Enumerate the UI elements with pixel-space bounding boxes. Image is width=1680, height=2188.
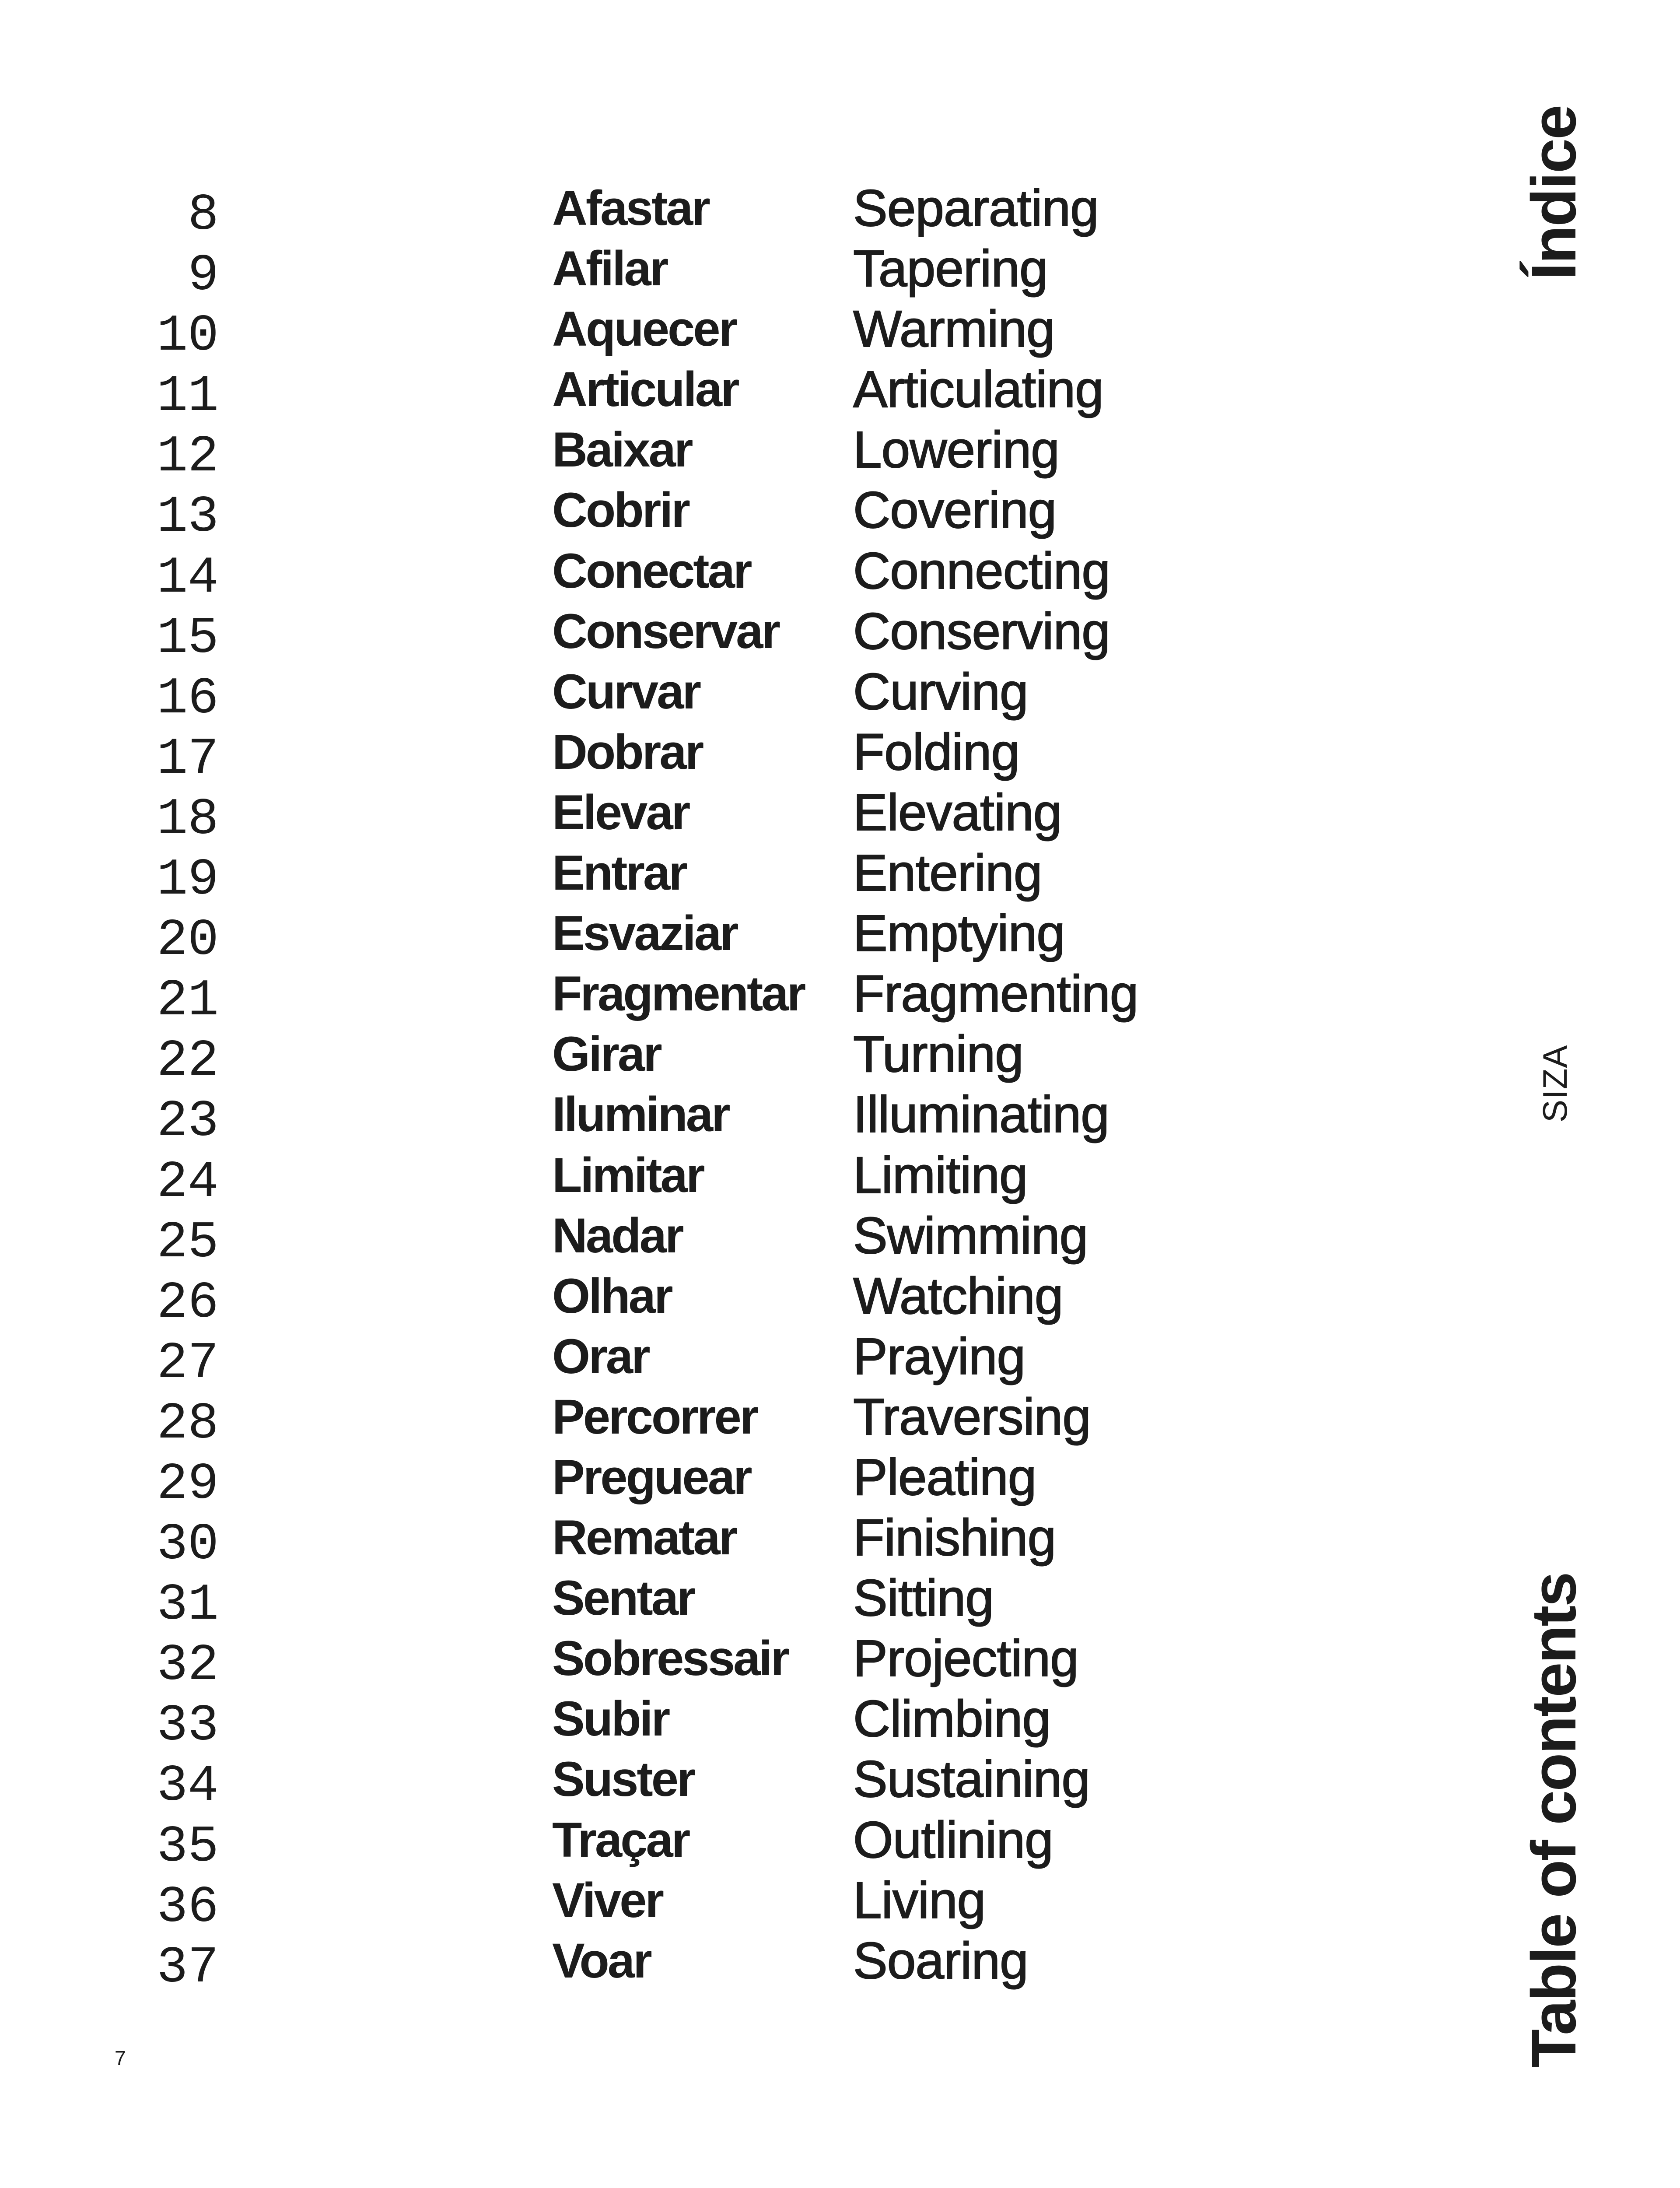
toc-entry-portuguese-title: Sentar (552, 1571, 694, 1626)
toc-entry (0, 905, 1444, 970)
toc-entry (0, 1206, 1444, 1272)
toc-entry-english-title: Emptying (853, 905, 1065, 963)
toc-entry (0, 1388, 1444, 1453)
toc-entry-page-number: 22 (157, 1032, 219, 1091)
toc-entry-page-number: 10 (157, 307, 219, 366)
toc-entry-portuguese-title: Traçar (552, 1812, 689, 1867)
toc-entry (0, 602, 1444, 668)
toc-entry-english-title: Traversing (853, 1388, 1091, 1446)
toc-entry-english-title: Conserving (853, 602, 1110, 660)
toc-entry-english-title: Sitting (853, 1569, 994, 1627)
toc-entry-english-title: Praying (853, 1327, 1026, 1385)
toc-entry-page-number: 33 (157, 1697, 219, 1756)
toc-entry-portuguese-title: Suster (552, 1752, 694, 1807)
toc-entry-page-number: 17 (157, 730, 219, 789)
toc-entry-page-number: 37 (157, 1939, 219, 1997)
toc-entry-english-title: Limiting (853, 1146, 1028, 1204)
toc-entry (0, 1025, 1444, 1091)
toc-entry-portuguese-title: Iluminar (552, 1087, 729, 1142)
toc-entry-page-number: 27 (157, 1334, 219, 1393)
toc-entry (0, 1086, 1444, 1151)
side-title-table-of-contents: Table of contents (1519, 1573, 1589, 2068)
toc-entry (0, 723, 1444, 789)
toc-entry-english-title: Curving (853, 663, 1028, 721)
toc-entry-portuguese-title: Afastar (552, 181, 709, 235)
toc-entry-english-title: Finishing (853, 1509, 1056, 1567)
toc-entry-english-title: Turning (853, 1025, 1023, 1083)
toc-entry-portuguese-title: Conectar (552, 543, 751, 598)
toc-entry-portuguese-title: Voar (552, 1933, 651, 1988)
toc-entry (0, 542, 1444, 607)
toc-entry-portuguese-title: Dobrar (552, 724, 703, 779)
toc-entry-portuguese-title: Nadar (552, 1208, 682, 1263)
toc-entry-english-title: Pleating (853, 1448, 1036, 1506)
page-number: 7 (115, 2047, 126, 2069)
toc-entry-page-number: 28 (157, 1395, 219, 1453)
toc-entry-page-number: 8 (188, 186, 219, 245)
toc-entry-page-number: 16 (157, 670, 219, 728)
toc-entry-portuguese-title: Limitar (552, 1147, 704, 1203)
toc-entry-english-title: Covering (853, 481, 1057, 540)
toc-entry-english-title: Sustaining (853, 1750, 1090, 1809)
toc-entry (0, 1932, 1444, 1997)
toc-entry (0, 965, 1444, 1031)
toc-entry-page-number: 29 (157, 1455, 219, 1514)
toc-entry-english-title: Swimming (853, 1206, 1088, 1265)
toc-entry-portuguese-title: Curvar (552, 664, 700, 719)
toc-entry-portuguese-title: Cobrir (552, 483, 689, 538)
toc-entry-english-title: Warming (853, 300, 1055, 358)
toc-entry-english-title: Living (853, 1871, 986, 1929)
toc-entry-page-number: 32 (157, 1637, 219, 1695)
toc-entry-portuguese-title: Aquecer (552, 302, 736, 357)
side-title-indice: Índice (1519, 105, 1589, 280)
toc-entry-page-number: 15 (157, 609, 219, 668)
toc-entry-portuguese-title: Afilar (552, 241, 667, 296)
toc-entry-portuguese-title: Entrar (552, 845, 686, 901)
table-of-contents-list (0, 179, 1444, 1997)
toc-entry-page-number: 34 (157, 1757, 219, 1816)
toc-entry (0, 361, 1444, 426)
toc-entry (0, 421, 1444, 487)
toc-entry-english-title: Outlining (853, 1811, 1053, 1869)
toc-entry-page-number: 24 (157, 1153, 219, 1212)
toc-entry-portuguese-title: Preguear (552, 1449, 751, 1504)
toc-entry (0, 663, 1444, 728)
toc-entry-english-title: Projecting (853, 1630, 1078, 1688)
toc-entry-page-number: 30 (157, 1516, 219, 1574)
toc-entry-portuguese-title: Subir (552, 1691, 669, 1746)
toc-entry-english-title: Entering (853, 844, 1042, 902)
toc-entry-english-title: Fragmenting (853, 965, 1138, 1023)
toc-entry-portuguese-title: Articular (552, 362, 738, 417)
toc-entry-english-title: Articulating (853, 361, 1103, 419)
toc-entry-page-number: 20 (157, 912, 219, 970)
toc-entry (0, 1509, 1444, 1574)
toc-entry-portuguese-title: Elevar (552, 785, 689, 840)
toc-entry-english-title: Separating (853, 179, 1099, 237)
toc-entry-portuguese-title: Sobressair (552, 1631, 788, 1686)
toc-entry-portuguese-title: Baixar (552, 422, 692, 477)
toc-entry-english-title: Climbing (853, 1690, 1051, 1748)
toc-entry (0, 1750, 1444, 1816)
toc-entry (0, 1811, 1444, 1876)
toc-entry-page-number: 19 (157, 851, 219, 910)
toc-entry (0, 179, 1444, 245)
toc-entry-page-number: 36 (157, 1878, 219, 1937)
toc-entry-english-title: Watching (853, 1267, 1063, 1325)
toc-entry (0, 240, 1444, 305)
toc-entry (0, 1267, 1444, 1332)
toc-entry-english-title: Soaring (853, 1932, 1028, 1990)
toc-entry (0, 1871, 1444, 1937)
toc-entry-page-number: 23 (157, 1093, 219, 1151)
toc-entry-portuguese-title: Olhar (552, 1268, 672, 1323)
toc-entry-page-number: 25 (157, 1213, 219, 1272)
toc-entry (0, 300, 1444, 366)
toc-entry-page-number: 35 (157, 1818, 219, 1876)
toc-entry-english-title: Tapering (853, 240, 1048, 298)
toc-entry-english-title: Elevating (853, 783, 1062, 842)
toc-entry-page-number: 12 (157, 428, 219, 487)
toc-entry (0, 481, 1444, 547)
side-subtitle-siza: SIZA (1536, 1045, 1574, 1122)
toc-entry (0, 1327, 1444, 1393)
toc-entry-english-title: Lowering (853, 421, 1059, 479)
toc-entry-portuguese-title: Viver (552, 1872, 662, 1928)
toc-entry-page-number: 26 (157, 1274, 219, 1332)
toc-entry (0, 783, 1444, 849)
toc-entry (0, 1690, 1444, 1756)
toc-entry (0, 844, 1444, 910)
toc-entry-page-number: 11 (157, 368, 219, 426)
toc-entry-page-number: 21 (157, 972, 219, 1031)
toc-entry-portuguese-title: Percorrer (552, 1389, 757, 1444)
toc-entry (0, 1630, 1444, 1695)
toc-entry-page-number: 14 (157, 549, 219, 607)
toc-entry-page-number: 9 (188, 247, 219, 305)
toc-entry (0, 1448, 1444, 1514)
toc-entry-english-title: Folding (853, 723, 1020, 781)
toc-entry-page-number: 18 (157, 790, 219, 849)
toc-entry (0, 1569, 1444, 1635)
toc-entry-english-title: Connecting (853, 542, 1110, 600)
toc-entry-portuguese-title: Rematar (552, 1510, 736, 1565)
toc-entry-portuguese-title: Fragmentar (552, 966, 805, 1021)
toc-entry-portuguese-title: Orar (552, 1329, 649, 1384)
toc-entry-portuguese-title: Girar (552, 1027, 661, 1082)
toc-entry-page-number: 31 (157, 1576, 219, 1635)
toc-entry-portuguese-title: Conservar (552, 603, 779, 659)
toc-entry-page-number: 13 (157, 488, 219, 547)
toc-entry-english-title: Illuminating (853, 1086, 1109, 1144)
toc-entry (0, 1146, 1444, 1212)
toc-entry-portuguese-title: Esvaziar (552, 906, 737, 961)
